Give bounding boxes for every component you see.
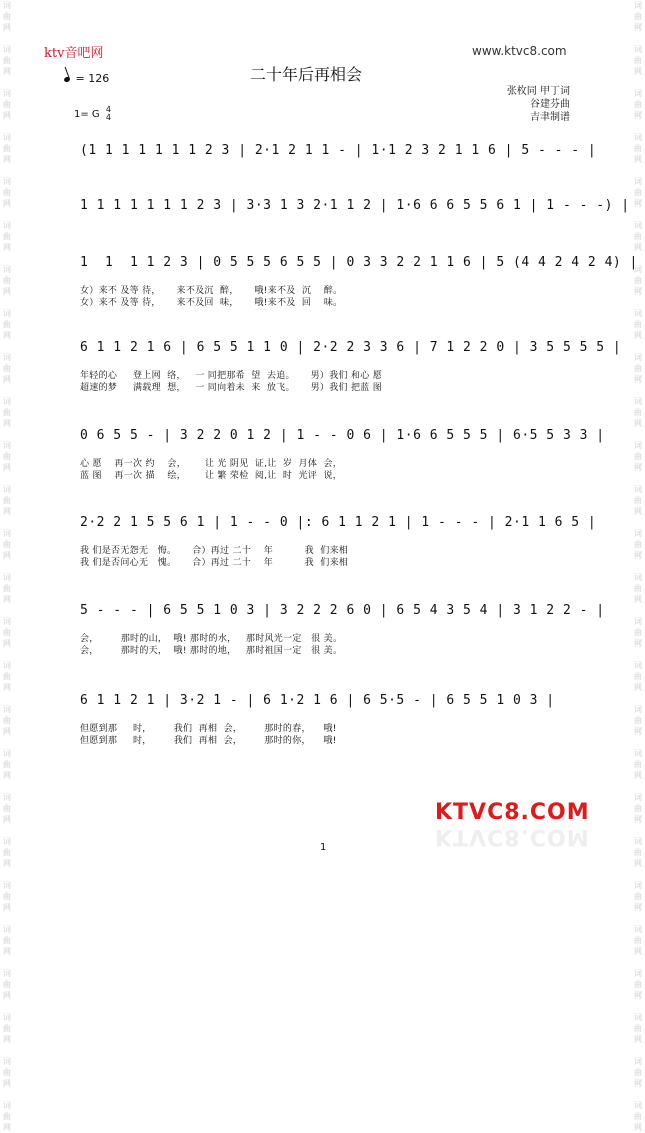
- lyric-line: 女）来不 及等 待， 来不及回 味， 哦!来不及 回 味。: [80, 298, 343, 308]
- score-row: [80, 603, 605, 663]
- score-row: [80, 340, 622, 400]
- lyric-line: 我 们是否问心无 愧。 合）再过 二十 年 我 们来相: [80, 558, 349, 568]
- watermark-right: 词 曲 网 词 曲 网 词 曲 网 词 曲 网 词 曲 网 词 曲 网 词 曲 网 词 曲 网 词 曲 网 词 曲 网 词 曲 网 词 曲 网 词 曲 网 词 曲 网 词 曲 网 词 曲 网 词 曲 网 词 曲 网 词 曲 网 词 曲 网 词 曲 网 词 曲 网 词 曲 网 词 曲 网 词 曲 网 词 曲 网: [634, 1, 642, 1132]
- credit-lyrics: 张枚同 甲丁词: [506, 86, 570, 97]
- time-sig-top: 4: [105, 105, 111, 114]
- notation-line: 6 1 1 2 1 6 | 6 5 5 1 1 0 | 2·2 2 3 3 6 | 7 1 2 2 0 | 3 5 5 5 5 |: [80, 340, 572, 365]
- notation-line: 6 1 1 2 1 | 3·2 1 - | 6 1·2 1 6 | 6 5·5 - | 6 5 5 1 0 3 |: [80, 693, 572, 718]
- lyric-line: 会， 那时的天， 哦! 那时的地， 那时祖国一定 很 美。: [80, 646, 343, 656]
- quarter-note-icon: [63, 76, 70, 83]
- lyric-line: 但愿到那 时， 我们 再相 会， 那时的你， 哦!: [80, 736, 337, 746]
- notation-line: (1 1 1 1 1 1 1 2 3 | 2·1 2 1 1 - | 1·1 2 3 2 1 1 6 | 5 - - - |: [80, 143, 572, 168]
- score-row: [80, 693, 572, 753]
- lyric-line: 女）来不 及等 待， 来不及沉 醉， 哦!来不及 沉 醉。: [80, 286, 343, 296]
- notation-line: 1 1 1 1 1 1 1 2 3 | 3·3 1 3 2·1 1 2 | 1·6 6 6 5 5 6 1 | 1 - - -) |: [80, 198, 572, 223]
- tempo-mark: [64, 72, 109, 85]
- lyric-line: 我 们是否无怨无 悔。 合）再过 二十 年 我 们来相: [80, 546, 349, 556]
- lyric-line: 超速的梦 满载理 想， 一 同向着未 来 放飞。 男）我们 把蓝 图: [80, 383, 383, 393]
- score-row: [80, 198, 630, 258]
- credits: [490, 85, 570, 124]
- page-number: 1: [320, 842, 327, 853]
- score-row: [80, 515, 597, 575]
- lyric-line: 蓝 图 再一次 描 绘， 让 繁 荣检 阅,让 时 光评 说，: [80, 471, 343, 481]
- notation-line: 2·2 2 1 5 5 6 1 | 1 - - 0 |: 6 1 1 2 1 | 1 - - - | 2·1 1 6 5 |: [80, 515, 572, 540]
- tempo-value: = 126: [75, 72, 110, 85]
- lyric-line: 但愿到那 时， 我们 再相 会， 那时的春， 哦!: [80, 724, 337, 734]
- score-row: [80, 255, 638, 315]
- time-sig-bottom: 4: [105, 113, 111, 122]
- lyric-line: 会， 那时的山， 哦! 那时的水， 那时风光一定 很 美。: [80, 634, 343, 644]
- lyric-line: 年轻的心 登上网 络， 一 同把那希 望 去追。 男）我们 和心 愿: [80, 371, 383, 381]
- time-signature: [106, 106, 111, 122]
- footer-logo: KTVC8.COM: [435, 800, 590, 825]
- credit-transcriber: 吉聿制谱: [530, 112, 570, 123]
- song-title: 二十年后再相会: [250, 65, 363, 84]
- key-label: 1= G: [74, 109, 100, 120]
- notation-line: 1 1 1 1 2 3 | 0 5 5 5 6 5 5 | 0 3 3 2 2 1 1 6 | 5 (4 4 2 4 2 4) |: [80, 255, 572, 280]
- site-url: www.ktvc8.com: [472, 44, 567, 58]
- notation-line: 5 - - - | 6 5 5 1 0 3 | 3 2 2 2 6 0 | 6 5 4 3 5 4 | 3 1 2 2 - |: [80, 603, 572, 628]
- credit-music: 谷建芬曲: [530, 99, 570, 110]
- notation-line: 0 6 5 5 - | 3 2 2 0 1 2 | 1 - - 0 6 | 1·6 6 5 5 5 | 6·5 5 3 3 |: [80, 428, 572, 453]
- footer-logo-reflection: KTVC8.COM: [435, 824, 590, 849]
- watermark-left: 词 曲 网 词 曲 网 词 曲 网 词 曲 网 词 曲 网 词 曲 网 词 曲 网 词 曲 网 词 曲 网 词 曲 网 词 曲 网 词 曲 网 词 曲 网 词 曲 网 词 曲 网 词 曲 网 词 曲 网 词 曲 网 词 曲 网 词 曲 网 词 曲 网 词 曲 网 词 曲 网 词 曲 网 词 曲 网 词 曲 网: [3, 1, 11, 1132]
- key-signature: [74, 106, 111, 122]
- score-row: [80, 143, 597, 203]
- lyric-line: 心 愿 再一次 约 会， 让 光 阴见 证,让 岁 月体 会，: [80, 459, 343, 469]
- score-row: [80, 428, 605, 488]
- brand-logo: ktv音吧网: [44, 46, 104, 61]
